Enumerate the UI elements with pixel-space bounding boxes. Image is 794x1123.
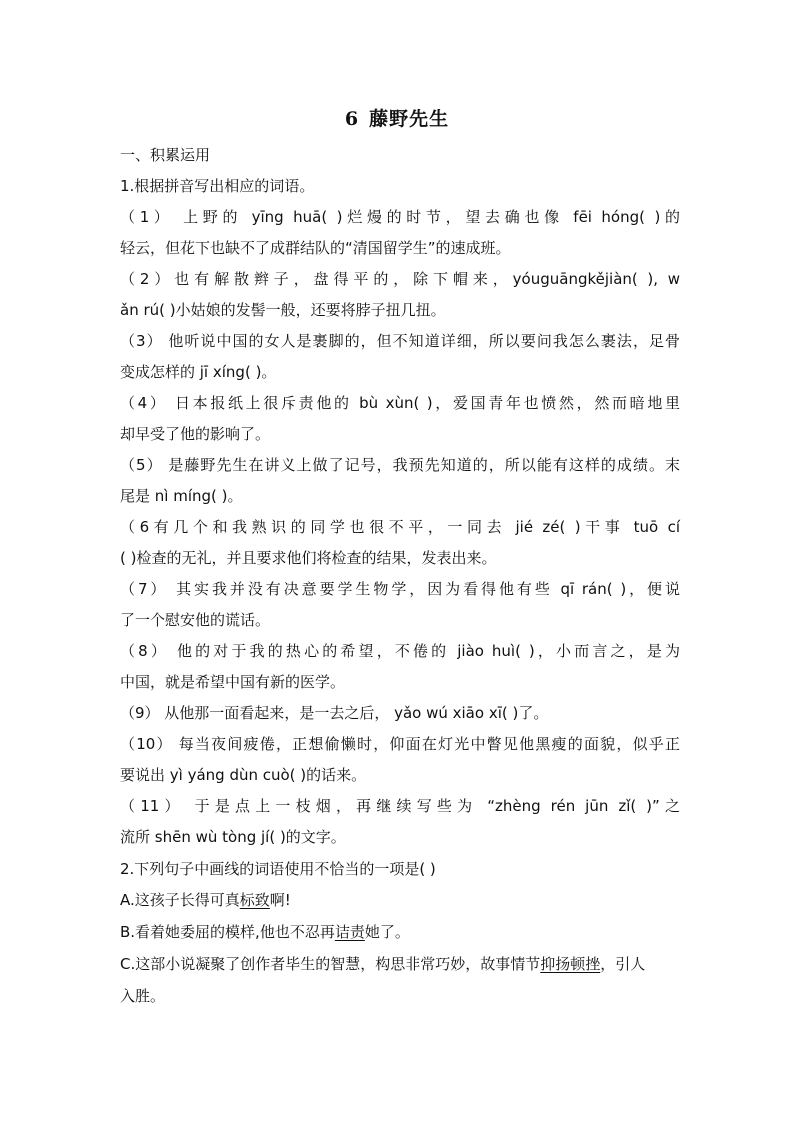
question-1-heading: 1.根据拼音写出相应的词语。 (120, 177, 315, 195)
q1-line: （2）也有解散辫子，盘得平的，除下帽来，yóuguāngkějiàn( ), w (120, 270, 680, 288)
q1-line: （5） 是藤野先生在讲义上做了记号，我预先知道的，所以能有这样的成绩。末 (120, 456, 680, 474)
option-b (120, 921, 680, 943)
q1-line: 却早受了他的影响了。 (120, 425, 271, 443)
q1-line: （9） 从他那一面看起来，是一去之后， yǎo wú xiāo xī( )了。 (120, 704, 549, 722)
q1-line: （4） 日本报纸上很斥责他的 bù xùn( )，爱国青年也愤然，然而暗地里 (120, 394, 680, 412)
page-title (0, 104, 794, 131)
q1-line: 流所 shēn wù tòng jí( )的文字。 (120, 828, 346, 846)
q1-line: （10） 每当夜间疲倦，正想偷懒时，仰面在灯光中瞥见他黑瘦的面貌，似乎正 (120, 735, 680, 753)
option-a-underlined-word: 标致 (239, 891, 270, 909)
option-b-underlined-word: 诘责 (334, 923, 365, 941)
q1-line: ( )检查的无礼，并且要求他们将检查的结果，发表出来。 (120, 549, 497, 567)
q1-line: 了一个慰安他的谎话。 (120, 611, 271, 629)
section-heading: 一、积累运用 (120, 146, 211, 164)
option-c (120, 953, 680, 975)
q1-line: （7） 其实我并没有决意要学生物学，因为看得他有些 qī rán( )，便说 (120, 580, 680, 598)
option-c-text: C.这部小说凝聚了创作者毕生的智慧，构思非常巧妙，故事情节 (120, 955, 541, 973)
q1-line: 轻云，但花下也缺不了成群结队的“清国留学生”的速成班。 (120, 239, 511, 257)
lesson-title: 藤野先生 (369, 108, 450, 130)
option-c-underlined-word: 抑扬顿挫 (540, 955, 601, 973)
lesson-number: 6 (344, 108, 360, 130)
question-2-heading: 2.下列句子中画线的词语使用不恰当的一项是( ) (120, 860, 436, 878)
q1-line: 尾是 nì míng( )。 (120, 487, 243, 505)
q1-line: 中国，就是希望中国有新的医学。 (120, 673, 346, 691)
q1-line: 要说出 yì yáng dùn cuò( )的话来。 (120, 766, 367, 784)
q1-line: （3） 他听说中国的女人是裹脚的，但不知道详细，所以要问我怎么裹法，足骨 (120, 332, 680, 350)
q1-line: 变成怎样的 jī xíng( )。 (120, 363, 277, 381)
option-c-continued: 入胜。 (120, 987, 166, 1005)
q1-line: ǎn rú( )小姑娘的发髻一般，还要将脖子扭几扭。 (120, 301, 446, 319)
option-a-text-end: 啊! (269, 891, 291, 909)
q1-line: （11） 于是点上一枝烟，再继续写些为 “zhèng rén jūn zǐ( )”之 (120, 797, 680, 815)
q1-line: （1） 上野的 yīng huā( )烂熳的时节，望去确也像 fēi hóng( )的 (120, 208, 680, 226)
option-b-text-end: 她了。 (364, 923, 410, 941)
option-c-text-end: ，引人 (600, 955, 646, 973)
q1-line: （8） 他的对于我的热心的希望，不倦的 jiào huì( )，小而言之，是为 (120, 642, 680, 660)
q1-line: （6有几个和我熟识的同学也很不平，一同去 jié zé( )干事 tuō cí (120, 518, 680, 536)
option-b-text: B.看着她委屈的模样,他也不忍再 (120, 923, 335, 941)
option-a-text: A.这孩子长得可真 (120, 891, 240, 909)
option-a (120, 889, 680, 911)
